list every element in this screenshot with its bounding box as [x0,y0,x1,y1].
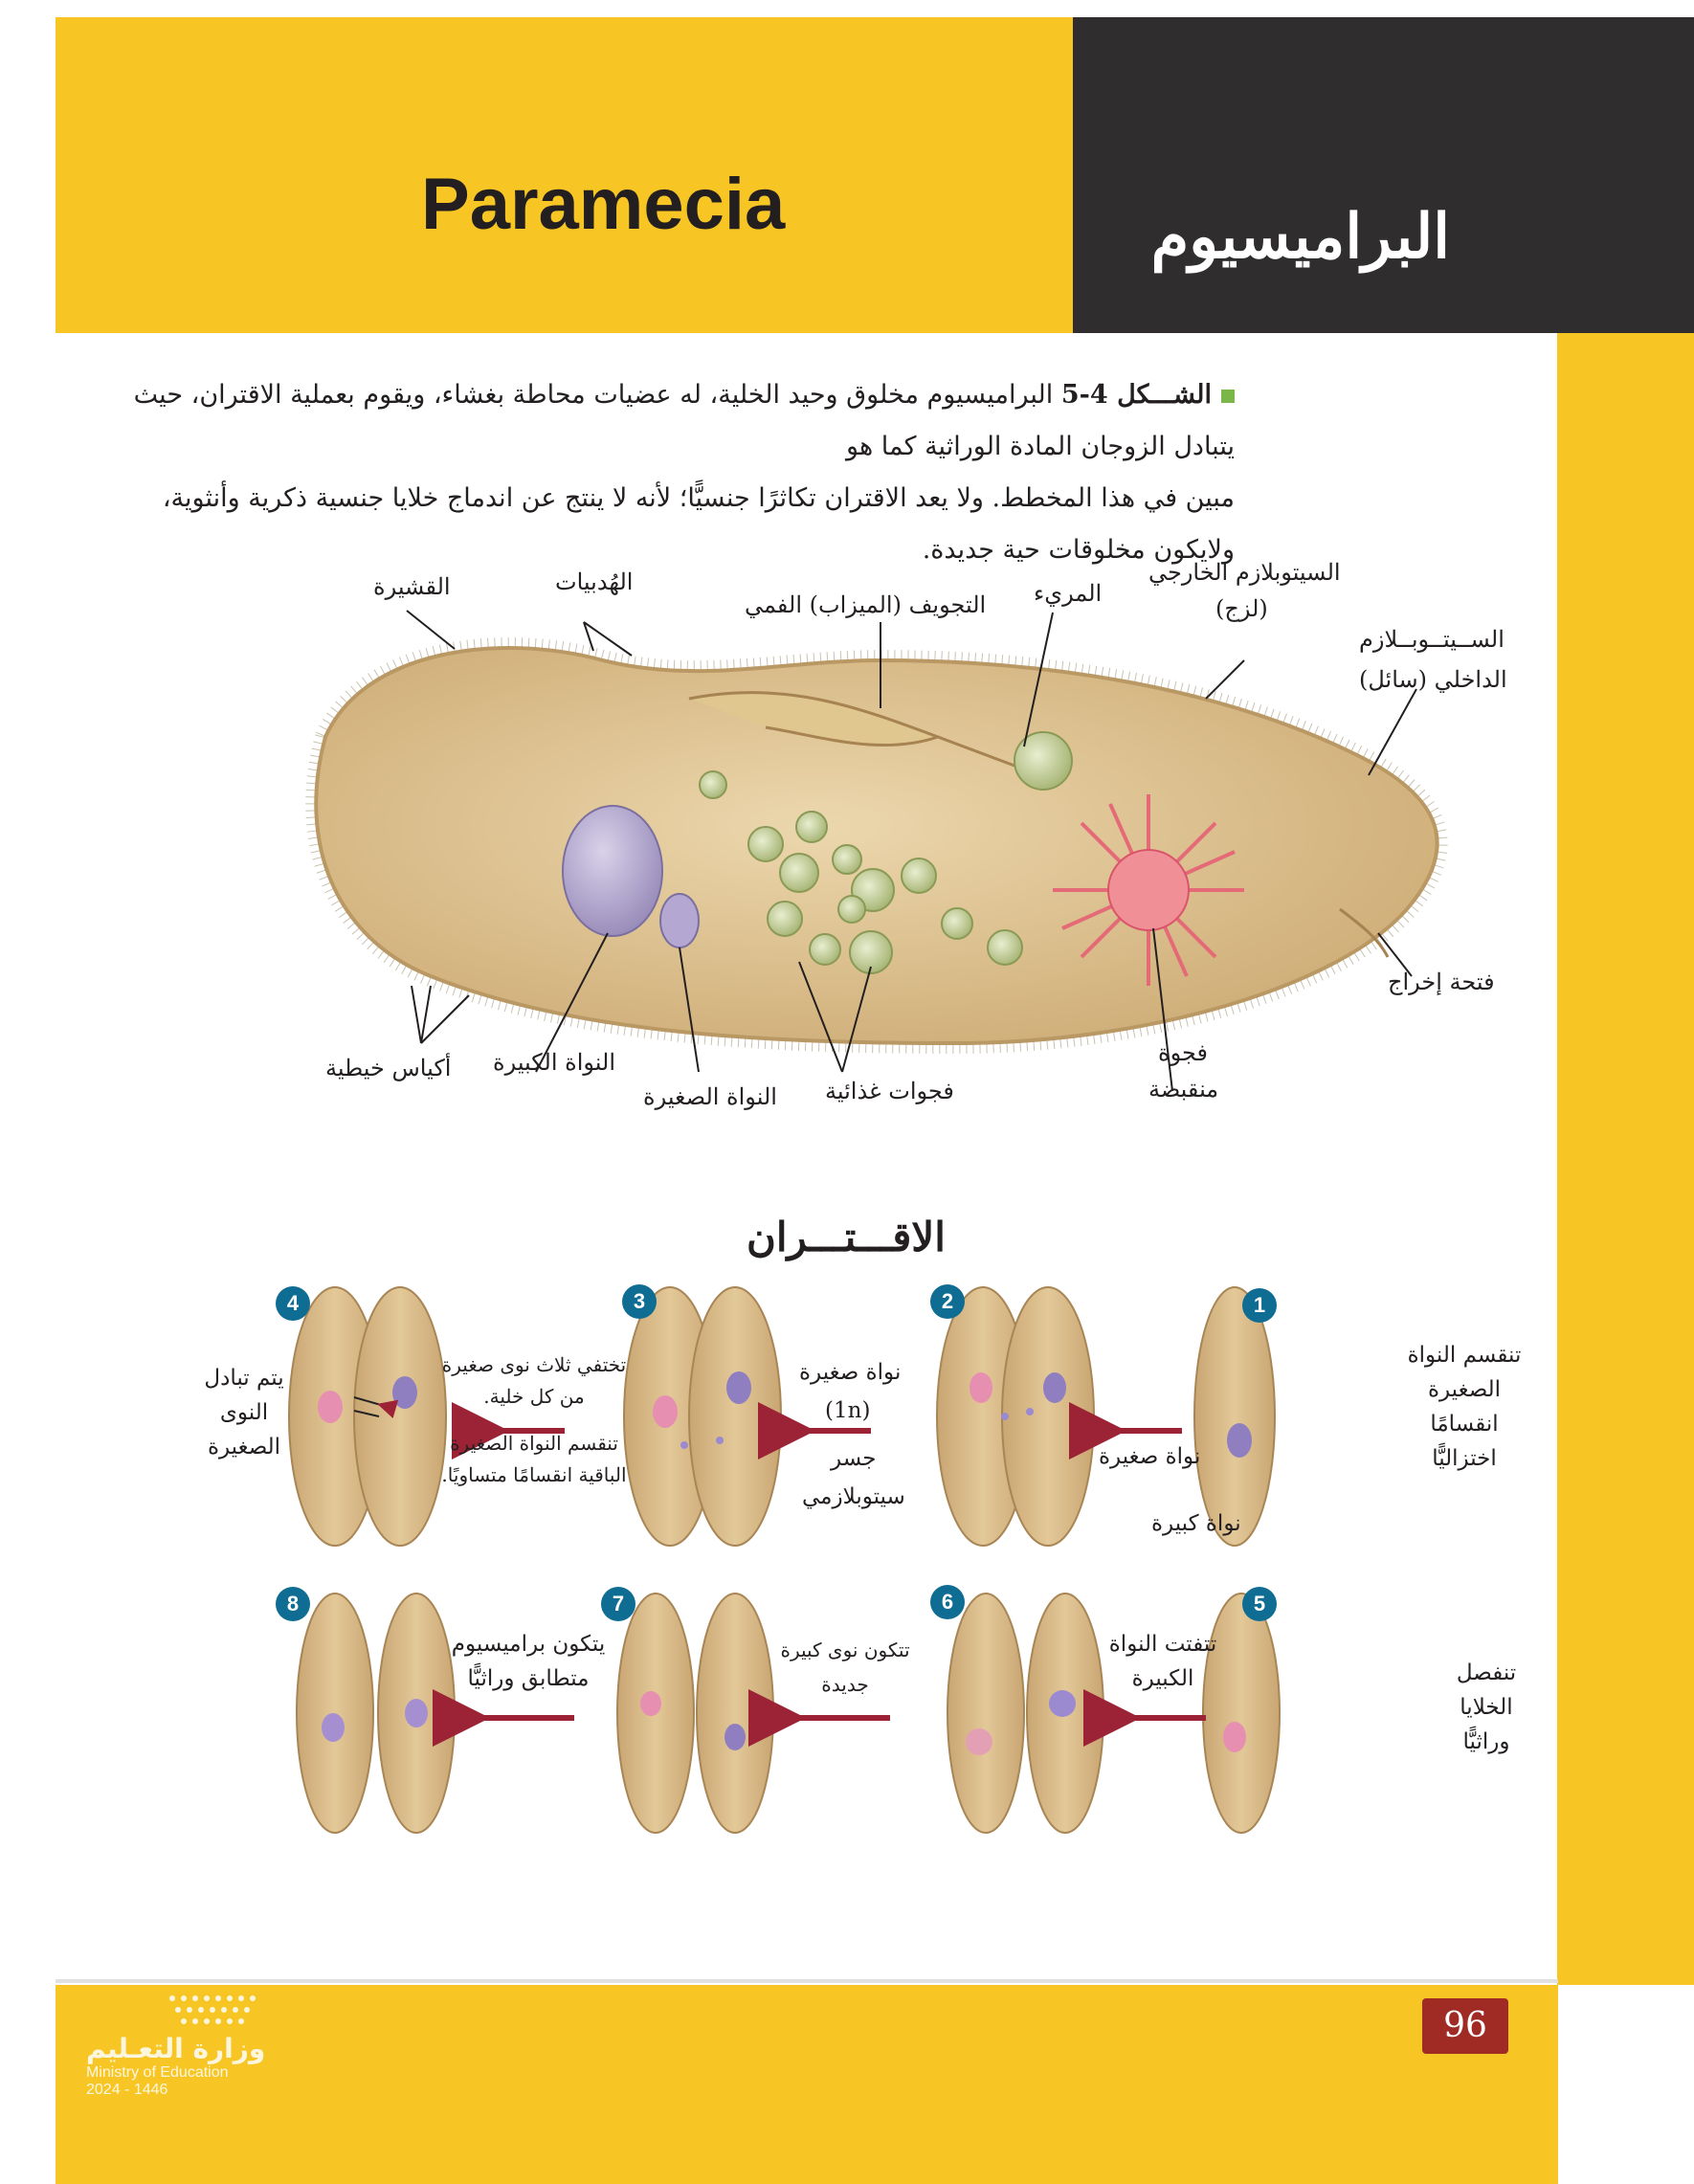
step-7-text [773,1633,917,1702]
step-5-line: الخلايا [1460,1695,1513,1720]
step-7-line: جديدة [821,1673,869,1696]
step-3-cells [624,1287,781,1546]
cell-body [316,648,1437,1043]
contractile-vacuole-center [1108,850,1189,930]
step-2-bridge-2: سيتوبلازمي [802,1484,905,1509]
step-8-cells [297,1593,455,1833]
step-7-line: تتكون نوى كبيرة [780,1638,910,1661]
page-number: 96 [1422,1998,1508,2054]
step-3-line: تنقسم النواة الصغيرة [450,1432,618,1455]
step-1-micro-label: نواة صغيرة [1099,1444,1201,1469]
step-4-line: يتم تبادل [204,1366,284,1391]
step-6-line: تتفتت النواة [1108,1632,1217,1657]
step-3-gap [438,1413,630,1428]
label-cilia: الهُدبيات [555,568,634,595]
conjugation-diagram [278,1282,1282,1838]
step-3-line: تختفي ثلاث نوى صغيرة [441,1353,627,1376]
step-badge-8: 8 [276,1587,310,1621]
label-contractile-2: منقبضة [1148,1076,1219,1103]
step-badge-3: 3 [622,1284,657,1319]
step-8-line: يتكون براميسيوم [451,1632,606,1657]
label-contractile-1: فجوة [1158,1039,1208,1066]
step-1-line: انقسامًا [1430,1412,1499,1437]
step-4-cells [289,1287,446,1546]
step-1-line: تنقسم النواة [1407,1343,1522,1368]
label-micronucleus: النواة الصغيرة [643,1083,777,1110]
step-badge-2: 2 [930,1284,965,1319]
conjugation-title: الاقـــتـــران [747,1214,946,1260]
label-endoplasm-2: الداخلي (سائل) [1359,666,1507,693]
step-2-cells [937,1287,1094,1546]
step-badge-6: 6 [930,1585,965,1619]
step-3-text [438,1349,630,1491]
figure-label: الشـــكل 4-5 [1060,380,1212,410]
step-4-line: النوى [219,1400,269,1425]
label-endoplasm-1: الســيتــوبــلازم [1359,626,1505,653]
step-5-text [1443,1656,1529,1759]
ministry-dots-icon [86,1991,316,2029]
label-ectoplasm-1: السيتوبلازم الخارجي [1148,559,1341,586]
step-3-line: الباقية انقسامًا متساويًا. [441,1463,627,1486]
step-4-line: الصغيرة [207,1435,281,1460]
ministry-name-en: Ministry of Education [86,2064,229,2081]
step-1-line: اختزاليًّا [1432,1446,1497,1471]
step-2-bridge-1: جسر [831,1446,877,1471]
step-7-cells [617,1593,773,1833]
step-2-micro-label: نواة صغيرة [799,1360,902,1385]
step-4-text [191,1361,297,1464]
step-1-line: الصغيرة [1427,1377,1502,1402]
label-trichocysts: أكياس خيطية [325,1055,452,1081]
step-5-line: تنفصل [1456,1660,1517,1685]
step-1-macro-label: نواة كبيرة [1151,1511,1241,1536]
bullet-square-icon [1221,390,1235,403]
macronucleus [563,806,662,936]
step-6-cells [947,1593,1103,1833]
ministry-name-ar: وزارة التعـليم [86,2033,266,2064]
step-badge-5: 5 [1242,1587,1277,1621]
label-macronucleus: النواة الكبيرة [493,1049,616,1076]
side-strip [1557,333,1694,1985]
label-anal-pore: فتحة إخراج [1388,969,1495,995]
step-badge-4: 4 [276,1286,310,1321]
ministry-year: 2024 - 1446 [86,2082,168,2098]
step-2-n-label: (1n) [825,1398,871,1423]
page-title-en: Paramecia [421,164,786,245]
header-title-panel [1073,17,1694,333]
paramecium-diagram [287,593,1531,1129]
page-title-ar: البراميسيوم [1150,201,1450,273]
step-6-line: الكبيرة [1131,1666,1194,1691]
step-badge-1: 1 [1242,1288,1277,1323]
label-food-vacuoles: فجوات غذائية [825,1078,954,1104]
step-5-line: وراثيًّا [1462,1729,1510,1754]
step-8-text [442,1627,614,1696]
label-pellicle: القشيرة [373,573,451,600]
step-6-text [1101,1627,1225,1696]
micronucleus [660,894,699,947]
step-8-line: متطابق وراثيًّا [467,1666,590,1691]
caption-line-2: مبين في هذا المخطط. ولا يعد الاقتران تكاثرًا جنسيًّا؛ لأنه لا ينتج عن اندماج خلايا جنسية ذكرية وأنثوية، ولايكون مخلوقات حية جديدة. [162,483,1235,565]
step-1-text [1407,1338,1522,1476]
step-3-line: من كل خلية. [483,1385,585,1408]
forming-food-vacuole [1014,732,1072,790]
footer-divider [56,1979,1558,1983]
step-badge-7: 7 [601,1587,635,1621]
label-oral-groove: التجويف (الميزاب) الفمي [745,591,987,618]
caption-line-1: البراميسيوم مخلوق وحيد الخلية، له عضيات محاطة بغشاء، ويقوم بعملية الاقتران، حيث يتبادل الزوجان المادة الوراثية كما هو [133,380,1235,461]
ministry-logo [86,1991,316,2099]
figure-caption [115,369,1235,576]
label-ectoplasm-2: (لزج) [1215,595,1268,622]
label-gullet: المريء [1034,580,1103,607]
